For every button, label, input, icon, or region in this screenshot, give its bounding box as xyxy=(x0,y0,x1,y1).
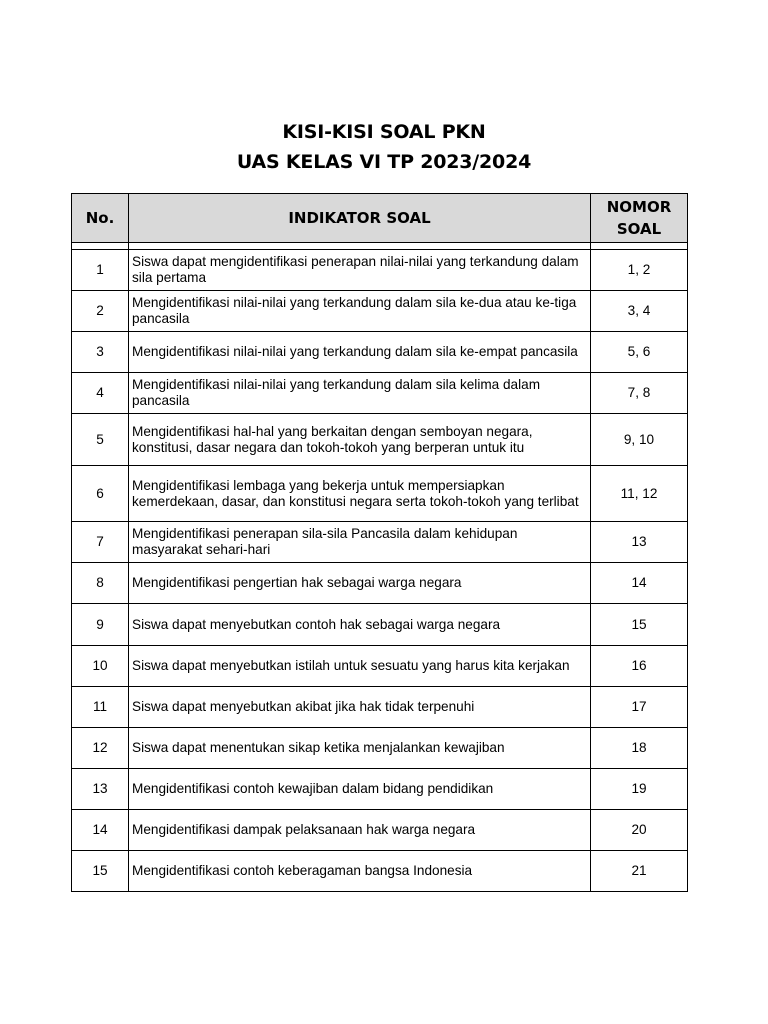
row-number: 13 xyxy=(72,769,129,810)
row-nomor-soal: 20 xyxy=(591,810,688,851)
table-row xyxy=(72,373,688,414)
row-indikator: Mengidentifikasi contoh keberagaman bangsa Indonesia xyxy=(129,851,591,892)
kisi-kisi-table xyxy=(71,193,688,892)
table-body xyxy=(72,250,688,892)
spacer-cell xyxy=(72,243,129,250)
table-row xyxy=(72,522,688,563)
table-row xyxy=(72,687,688,728)
row-indikator: Siswa dapat menyebutkan istilah untuk sesuatu yang harus kita kerjakan xyxy=(129,646,591,687)
table-row xyxy=(72,332,688,373)
table-row xyxy=(72,604,688,646)
row-indikator: Siswa dapat menyebutkan contoh hak sebagai warga negara xyxy=(129,604,591,646)
table-row xyxy=(72,769,688,810)
row-number: 2 xyxy=(72,291,129,332)
row-nomor-soal: 3, 4 xyxy=(591,291,688,332)
row-nomor-soal: 16 xyxy=(591,646,688,687)
row-indikator: Mengidentifikasi pengertian hak sebagai warga negara xyxy=(129,563,591,604)
row-nomor-soal: 1, 2 xyxy=(591,250,688,291)
row-nomor-soal: 7, 8 xyxy=(591,373,688,414)
row-nomor-soal: 13 xyxy=(591,522,688,563)
row-number: 3 xyxy=(72,332,129,373)
table-row xyxy=(72,563,688,604)
header-indikator: INDIKATOR SOAL xyxy=(129,194,591,243)
row-nomor-soal: 18 xyxy=(591,728,688,769)
spacer-cell xyxy=(591,243,688,250)
row-indikator: Mengidentifikasi nilai-nilai yang terkandung dalam sila ke-dua atau ke-tiga pancasila xyxy=(129,291,591,332)
document-subtitle: UAS KELAS VI TP 2023/2024 xyxy=(236,151,532,173)
header-nomor-label: NOMOR SOAL xyxy=(606,198,672,238)
row-nomor-soal: 21 xyxy=(591,851,688,892)
row-nomor-soal: 19 xyxy=(591,769,688,810)
row-number: 11 xyxy=(72,687,129,728)
row-nomor-soal: 11, 12 xyxy=(591,466,688,522)
row-indikator: Mengidentifikasi penerapan sila-sila Pancasila dalam kehidupan masyarakat sehari-hari xyxy=(129,522,591,563)
row-number: 5 xyxy=(72,414,129,466)
table-row xyxy=(72,466,688,522)
row-nomor-soal: 17 xyxy=(591,687,688,728)
row-indikator: Mengidentifikasi dampak pelaksanaan hak warga negara xyxy=(129,810,591,851)
row-nomor-soal: 9, 10 xyxy=(591,414,688,466)
header-no: No. xyxy=(72,194,129,243)
table-row xyxy=(72,414,688,466)
row-indikator: Siswa dapat mengidentifikasi penerapan nilai-nilai yang terkandung dalam sila pertama xyxy=(129,250,591,291)
row-number: 8 xyxy=(72,563,129,604)
row-number: 6 xyxy=(72,466,129,522)
spacer-cell xyxy=(129,243,591,250)
row-number: 14 xyxy=(72,810,129,851)
row-indikator: Siswa dapat menyebutkan akibat jika hak tidak terpenuhi xyxy=(129,687,591,728)
row-indikator: Mengidentifikasi nilai-nilai yang terkandung dalam sila kelima dalam pancasila xyxy=(129,373,591,414)
row-indikator: Siswa dapat menentukan sikap ketika menjalankan kewajiban xyxy=(129,728,591,769)
row-number: 10 xyxy=(72,646,129,687)
table-row xyxy=(72,250,688,291)
row-indikator: Mengidentifikasi hal-hal yang berkaitan dengan semboyan negara, konstitusi, dasar negara dan tokoh-tokoh yang berperan untuk itu xyxy=(129,414,591,466)
row-nomor-soal: 14 xyxy=(591,563,688,604)
row-indikator: Mengidentifikasi nilai-nilai yang terkandung dalam sila ke-empat pancasila xyxy=(129,332,591,373)
row-number: 12 xyxy=(72,728,129,769)
document-title: KISI-KISI SOAL PKN xyxy=(282,121,486,143)
row-indikator: Mengidentifikasi lembaga yang bekerja untuk mempersiapkan kemerdekaan, dasar, dan konstitusi negara serta tokoh-tokoh yang terlibat xyxy=(129,466,591,522)
table-header-row xyxy=(72,194,688,243)
row-number: 9 xyxy=(72,604,129,646)
row-nomor-soal: 5, 6 xyxy=(591,332,688,373)
table-row xyxy=(72,851,688,892)
table-row xyxy=(72,728,688,769)
table-row xyxy=(72,291,688,332)
row-number: 15 xyxy=(72,851,129,892)
row-indikator: Mengidentifikasi contoh kewajiban dalam bidang pendidikan xyxy=(129,769,591,810)
row-number: 7 xyxy=(72,522,129,563)
table-row xyxy=(72,646,688,687)
row-nomor-soal: 15 xyxy=(591,604,688,646)
header-spacer-row xyxy=(72,243,688,250)
table-row xyxy=(72,810,688,851)
row-number: 1 xyxy=(72,250,129,291)
header-nomor-soal xyxy=(591,194,688,243)
row-number: 4 xyxy=(72,373,129,414)
